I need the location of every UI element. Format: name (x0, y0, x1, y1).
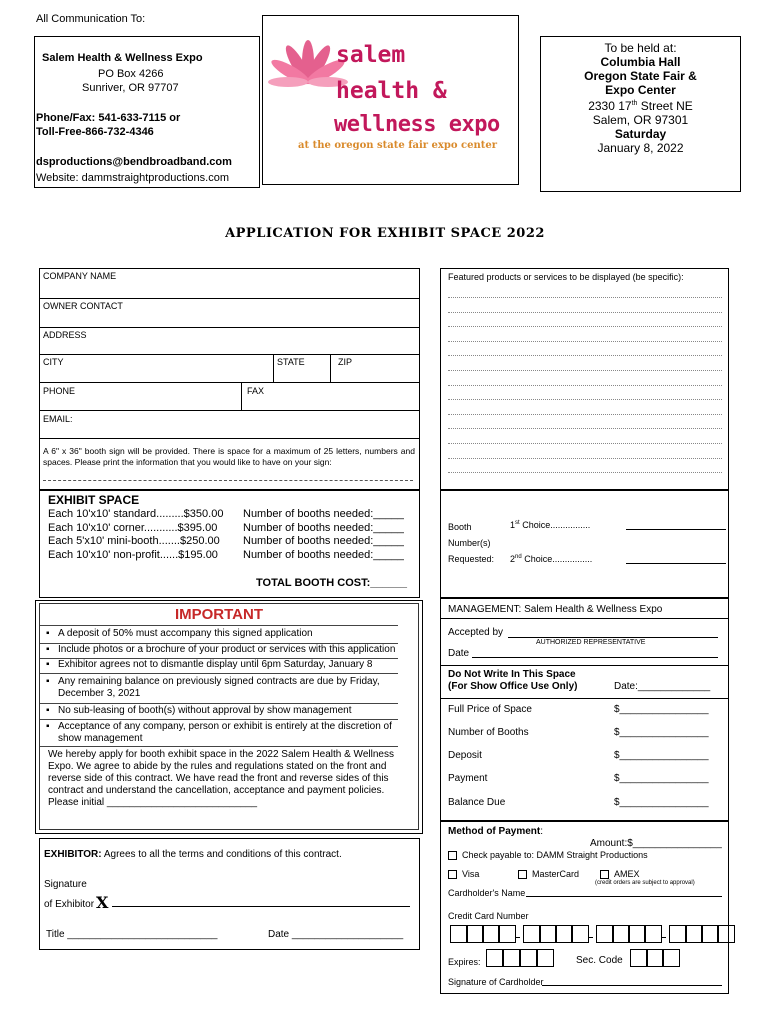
divider (39, 354, 420, 355)
featured-line[interactable] (448, 370, 722, 371)
divider (39, 298, 420, 299)
venue-day: Saturday (614, 127, 667, 141)
check-label: Check payable to: DAMM Straight Productions (462, 850, 648, 860)
company-name-label: COMPANY NAME (43, 271, 117, 281)
visa-option[interactable] (448, 869, 479, 879)
page-title: APPLICATION FOR EXHIBIT SPACE 2022 (225, 226, 545, 241)
divider (440, 618, 729, 619)
cardholder-signature-field[interactable] (542, 985, 722, 986)
communication-label: All Communication To: (36, 13, 146, 25)
phone-label: PHONE (43, 386, 76, 396)
featured-line[interactable] (448, 428, 722, 429)
exhibit-space-heading: EXHIBIT SPACE (48, 493, 140, 507)
accepted-by-field[interactable] (508, 637, 718, 638)
venue-hall: Columbia Hall (600, 55, 681, 69)
office-date-field[interactable]: Date:_____________ (614, 681, 711, 692)
venue-city: Salem, OR 97301 (592, 113, 689, 127)
checkbox-amex[interactable] (600, 870, 609, 879)
method-label: Method of Payment (448, 826, 541, 837)
featured-line[interactable] (448, 458, 722, 459)
booths-needed-field[interactable]: Number of booths needed:_____ (243, 508, 404, 520)
card-dash (662, 937, 666, 938)
checkbox-mastercard[interactable] (518, 870, 527, 879)
choice-rest: Choice................ (519, 520, 591, 530)
venue-label: To be held at: (604, 41, 677, 55)
featured-line[interactable] (448, 472, 722, 473)
featured-line[interactable] (448, 341, 722, 342)
card-digit-box[interactable] (498, 925, 516, 943)
divider (440, 698, 729, 699)
featured-line[interactable] (448, 414, 722, 415)
important-item: ▪ A deposit of 50% must accompany this signed application (40, 628, 398, 644)
logo-line-health: health & (336, 78, 447, 104)
booths-needed-field[interactable]: Number of booths needed:_____ (243, 521, 404, 534)
checkbox-check[interactable] (448, 851, 457, 860)
method-colon: : (540, 826, 544, 837)
first-choice-label (510, 520, 590, 530)
mgmt-date-field[interactable] (472, 657, 718, 658)
signature-label: Signature (44, 879, 87, 890)
divider (273, 354, 274, 382)
exhibitor-date-field[interactable]: Date ____________________ (268, 929, 404, 940)
featured-line[interactable] (448, 443, 722, 444)
org-name: Salem Health & Wellness Expo (42, 52, 203, 64)
deposit-field[interactable]: $________________ (614, 750, 709, 761)
venue-date: January 8, 2022 (597, 141, 684, 155)
booth-label: Booth (448, 522, 472, 532)
second-choice-field[interactable] (626, 563, 726, 564)
important-item-text: Any remaining balance on previously signed contracts are due by Friday, December 3, 2021 (58, 676, 380, 699)
balance-due-label: Balance Due (448, 797, 506, 808)
full-price-label: Full Price of Space (448, 704, 532, 715)
owner-contact-label: OWNER CONTACT (43, 301, 123, 311)
of-exhibitor-label: of Exhibitor (44, 899, 95, 910)
sign-note: A 6" x 36" booth sign will be provided. There is space for a maximum of 25 letters, numbers and spaces. Please print the information that you would like to have on your sign: (43, 446, 415, 467)
choice-sup: nd (515, 554, 522, 560)
visa-label: Visa (462, 869, 480, 879)
featured-label: Featured products or services to be displayed (be specific): (448, 272, 684, 282)
cardholder-signature-label: Signature of Cardholder (448, 977, 544, 987)
expires-digit-box[interactable] (536, 949, 554, 967)
num-booths-label: Number of Booths (448, 727, 529, 738)
price-item: Each 5'x10' mini-booth.......$250.00 (48, 535, 220, 547)
email-label: EMAIL: (43, 414, 73, 424)
logo-tagline: at the oregon state fair expo center (298, 140, 497, 151)
important-item-text: Acceptance of any company, person or exhibit is entirely at the discretion of show management (58, 721, 392, 744)
featured-line[interactable] (448, 399, 722, 400)
numbers-label: Number(s) (448, 538, 491, 548)
mgmt-date-label: Date (448, 648, 470, 659)
important-item: ▪ Acceptance of any company, person or exhibit is entirely at the discretion of show management (40, 721, 398, 747)
phone-fax: Phone/Fax: 541-633-7115 or (36, 112, 181, 124)
deposit-label: Deposit (448, 750, 482, 761)
exhibitor-agree (44, 849, 342, 860)
city-state: Sunriver, OR 97707 (82, 82, 179, 94)
divider (39, 410, 420, 411)
divider (241, 382, 242, 410)
exhibitor-title-field[interactable]: Title ___________________________ (46, 929, 218, 940)
card-number-label: Credit Card Number (448, 911, 529, 921)
card-dash (589, 937, 593, 938)
important-item-text: A deposit of 50% must accompany this signed application (58, 628, 313, 639)
payment-field[interactable]: $________________ (614, 773, 709, 784)
mastercard-label: MasterCard (532, 869, 580, 879)
divider (330, 354, 331, 382)
sec-code-label: Sec. Code (576, 955, 623, 966)
important-item: ▪ No sub-leasing of booth(s) without approval by show management (40, 705, 398, 720)
cardholder-name-label: Cardholder's Name (448, 888, 526, 898)
address-label: ADDRESS (43, 330, 87, 340)
credit-note: (credit orders are subject to approval) (595, 880, 695, 886)
address-field[interactable] (40, 341, 419, 354)
authorized-rep-label: AUTHORIZED REPRESENTATIVE (536, 639, 646, 646)
requested-label: Requested: (448, 554, 495, 564)
logo-line-salem: salem (336, 42, 406, 68)
owner-contact-field[interactable] (40, 312, 419, 327)
street-rest: Street NE (637, 99, 693, 113)
divider (39, 438, 420, 439)
featured-line[interactable] (448, 312, 722, 313)
important-item: ▪ Include photos or a brochure of your product or services with this application (40, 644, 398, 659)
toll-free: Toll-Free-866-732-4346 (36, 126, 154, 138)
card-digit-box[interactable] (717, 925, 735, 943)
balance-due-field[interactable]: $________________ (614, 797, 709, 808)
exhibitor-label: EXHIBITOR: (44, 849, 102, 860)
card-digit-box[interactable] (571, 925, 589, 943)
price-item: Each 10'x10' corner...........$395.00 (48, 521, 218, 534)
zip-label: ZIP (338, 357, 353, 367)
sec-code-digit-box[interactable] (662, 949, 680, 967)
featured-line[interactable] (448, 385, 722, 386)
card-dash (516, 937, 520, 938)
street-number: 2330 17 (588, 99, 632, 113)
featured-line[interactable] (448, 355, 722, 356)
divider (39, 382, 420, 383)
office-use-label: (For Show Office Use Only) (448, 681, 578, 692)
booths-needed-field[interactable]: Number of booths needed:_____ (243, 548, 404, 561)
method-of-payment (448, 826, 543, 837)
booths-needed[interactable] (243, 508, 404, 562)
total-booth-cost[interactable]: TOTAL BOOTH COST:______ (256, 577, 407, 589)
card-digit-box[interactable] (644, 925, 662, 943)
do-not-write-label: Do Not Write In This Space (448, 669, 576, 680)
management-label: MANAGEMENT: Salem Health & Wellness Expo (448, 604, 663, 615)
po-box: PO Box 4266 (98, 68, 164, 80)
exhibitor-agree-text: Agrees to all the terms and conditions of this contract. (101, 849, 342, 860)
company-name-field[interactable] (40, 282, 419, 298)
important-item: ▪ Any remaining balance on previously signed contracts are due by Friday, December 3, 2021 (40, 676, 398, 704)
checkbox-visa[interactable] (448, 870, 457, 879)
exhibit-prices (48, 508, 223, 562)
fax-label: FAX (247, 386, 265, 396)
payment-label: Payment (448, 773, 488, 784)
booths-needed-field[interactable]: Number of booths needed:_____ (243, 535, 404, 547)
state-label: STATE (277, 357, 305, 367)
cardholder-name-field[interactable] (526, 896, 722, 897)
choice-num: 1 (510, 520, 516, 530)
venue-block (540, 41, 741, 155)
important-item-text: Include photos or a brochure of your product or services with this application (58, 644, 396, 655)
price-item: Each 10'x10' standard.........$350.00 (48, 508, 224, 520)
agreement-text: We hereby apply for booth exhibit space in the 2022 Salem Health & Wellness Expo. We agree to abide by the rules and regulations stated on the front and reverse side of this contract. We have read the front and reverse sides of this contract and understand the cancellation, acceptance and payment policies. Please initial ___________________________ (48, 749, 394, 808)
venue-street (540, 97, 741, 113)
featured-line[interactable] (448, 326, 722, 327)
website[interactable]: Website: dammstraightproductions.com (36, 172, 229, 184)
divider (39, 327, 420, 328)
check-option[interactable] (448, 850, 648, 860)
city-label: CITY (43, 357, 64, 367)
full-price-field[interactable]: $________________ (614, 704, 709, 715)
accepted-by-label: Accepted by (448, 627, 504, 638)
price-item: Each 10'x10' non-profit......$195.00 (48, 548, 218, 561)
choice-sup: st (515, 520, 520, 526)
choice-rest: Choice................ (521, 554, 593, 564)
important-item-text: No sub-leasing of booth(s) without approval by show management (58, 705, 352, 716)
x-mark: X (96, 893, 109, 912)
venue-center-1: Oregon State Fair & (584, 69, 697, 83)
important-item: ▪ Exhibitor agrees not to dismantle display until 6pm Saturday, January 8 (40, 659, 398, 674)
exhibitor-signature-field[interactable] (112, 906, 410, 907)
expires-label: Expires: (448, 957, 481, 967)
second-choice-label (510, 554, 592, 564)
amex-option[interactable] (600, 869, 640, 879)
contact-email[interactable]: dsproductions@bendbroadband.com (36, 156, 232, 168)
important-heading: IMPORTANT (174, 606, 264, 623)
logo-line-wellness: wellness expo (334, 112, 500, 137)
important-item-text: Exhibitor agrees not to dismantle display until 6pm Saturday, January 8 (58, 659, 373, 670)
mastercard-option[interactable] (518, 869, 579, 879)
sign-text-line[interactable] (43, 480, 413, 481)
expires-digit-box[interactable] (502, 949, 520, 967)
divider (440, 665, 729, 666)
featured-line[interactable] (448, 297, 722, 298)
amex-label: AMEX (614, 869, 640, 879)
num-booths-field[interactable]: $________________ (614, 727, 709, 738)
choice-num: 2 (510, 554, 516, 564)
venue-center-2: Expo Center (605, 83, 676, 97)
amount-field[interactable]: Amount:$________________ (590, 838, 722, 849)
first-choice-field[interactable] (626, 529, 726, 530)
street-sup: th (631, 100, 638, 107)
